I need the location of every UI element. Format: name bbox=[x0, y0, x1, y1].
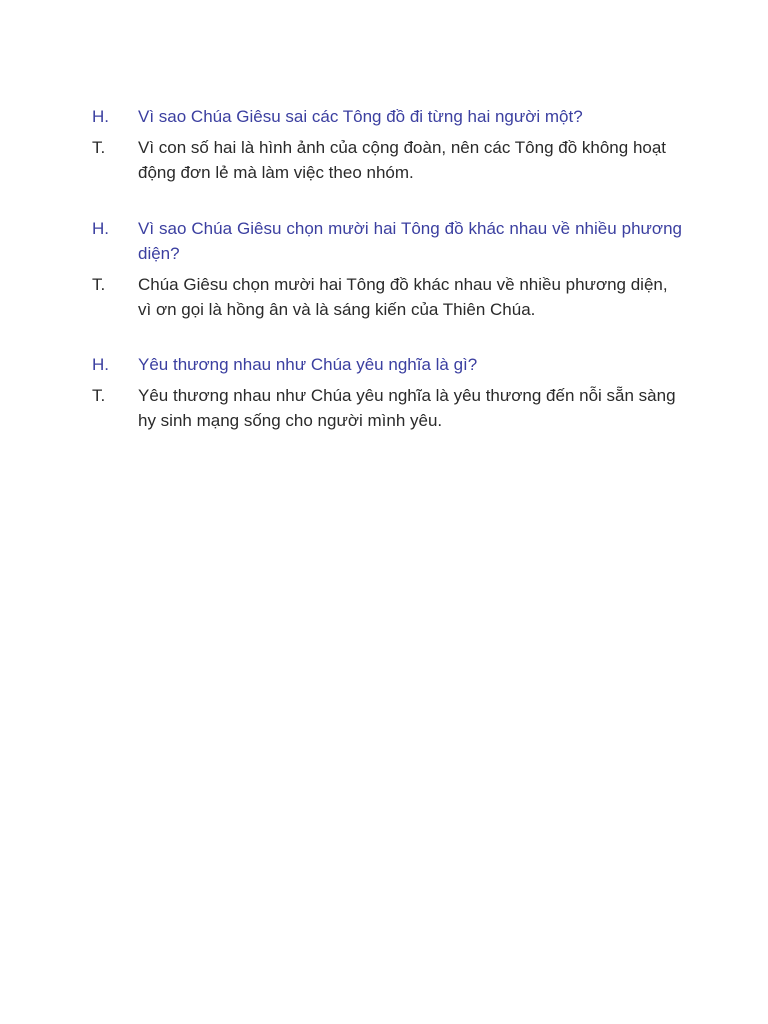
question-row bbox=[92, 104, 682, 129]
question-label: H. bbox=[92, 219, 109, 238]
answer-label: T. bbox=[92, 275, 106, 294]
qa-block-2 bbox=[92, 216, 682, 322]
question-row bbox=[92, 352, 682, 377]
answer-row bbox=[92, 272, 682, 322]
answer-label: T. bbox=[92, 386, 106, 405]
answer-row bbox=[92, 135, 682, 185]
answer-row bbox=[92, 383, 682, 433]
question-row bbox=[92, 216, 682, 266]
answer-text: Yêu thương nhau như Chúa yêu nghĩa là yêu thương đến nỗi sẵn sàng hy sinh mạng sống cho người mình yêu. bbox=[138, 386, 676, 430]
answer-text: Chúa Giêsu chọn mười hai Tông đồ khác nhau về nhiều phương diện, vì ơn gọi là hồng ân và là sáng kiến của Thiên Chúa. bbox=[138, 275, 668, 319]
answer-text: Vì con số hai là hình ảnh của cộng đoàn, nên các Tông đồ không hoạt động đơn lẻ mà làm việc theo nhóm. bbox=[138, 138, 667, 182]
question-text: Vì sao Chúa Giêsu chọn mười hai Tông đồ khác nhau về nhiều phương diện? bbox=[138, 219, 682, 263]
qa-block-1 bbox=[92, 104, 682, 185]
answer-label: T. bbox=[92, 138, 106, 157]
qa-block-3 bbox=[92, 352, 682, 433]
question-text: Yêu thương nhau như Chúa yêu nghĩa là gì? bbox=[138, 355, 478, 374]
question-label: H. bbox=[92, 107, 109, 126]
question-label: H. bbox=[92, 355, 109, 374]
question-text: Vì sao Chúa Giêsu sai các Tông đồ đi từng hai người một? bbox=[138, 107, 583, 126]
